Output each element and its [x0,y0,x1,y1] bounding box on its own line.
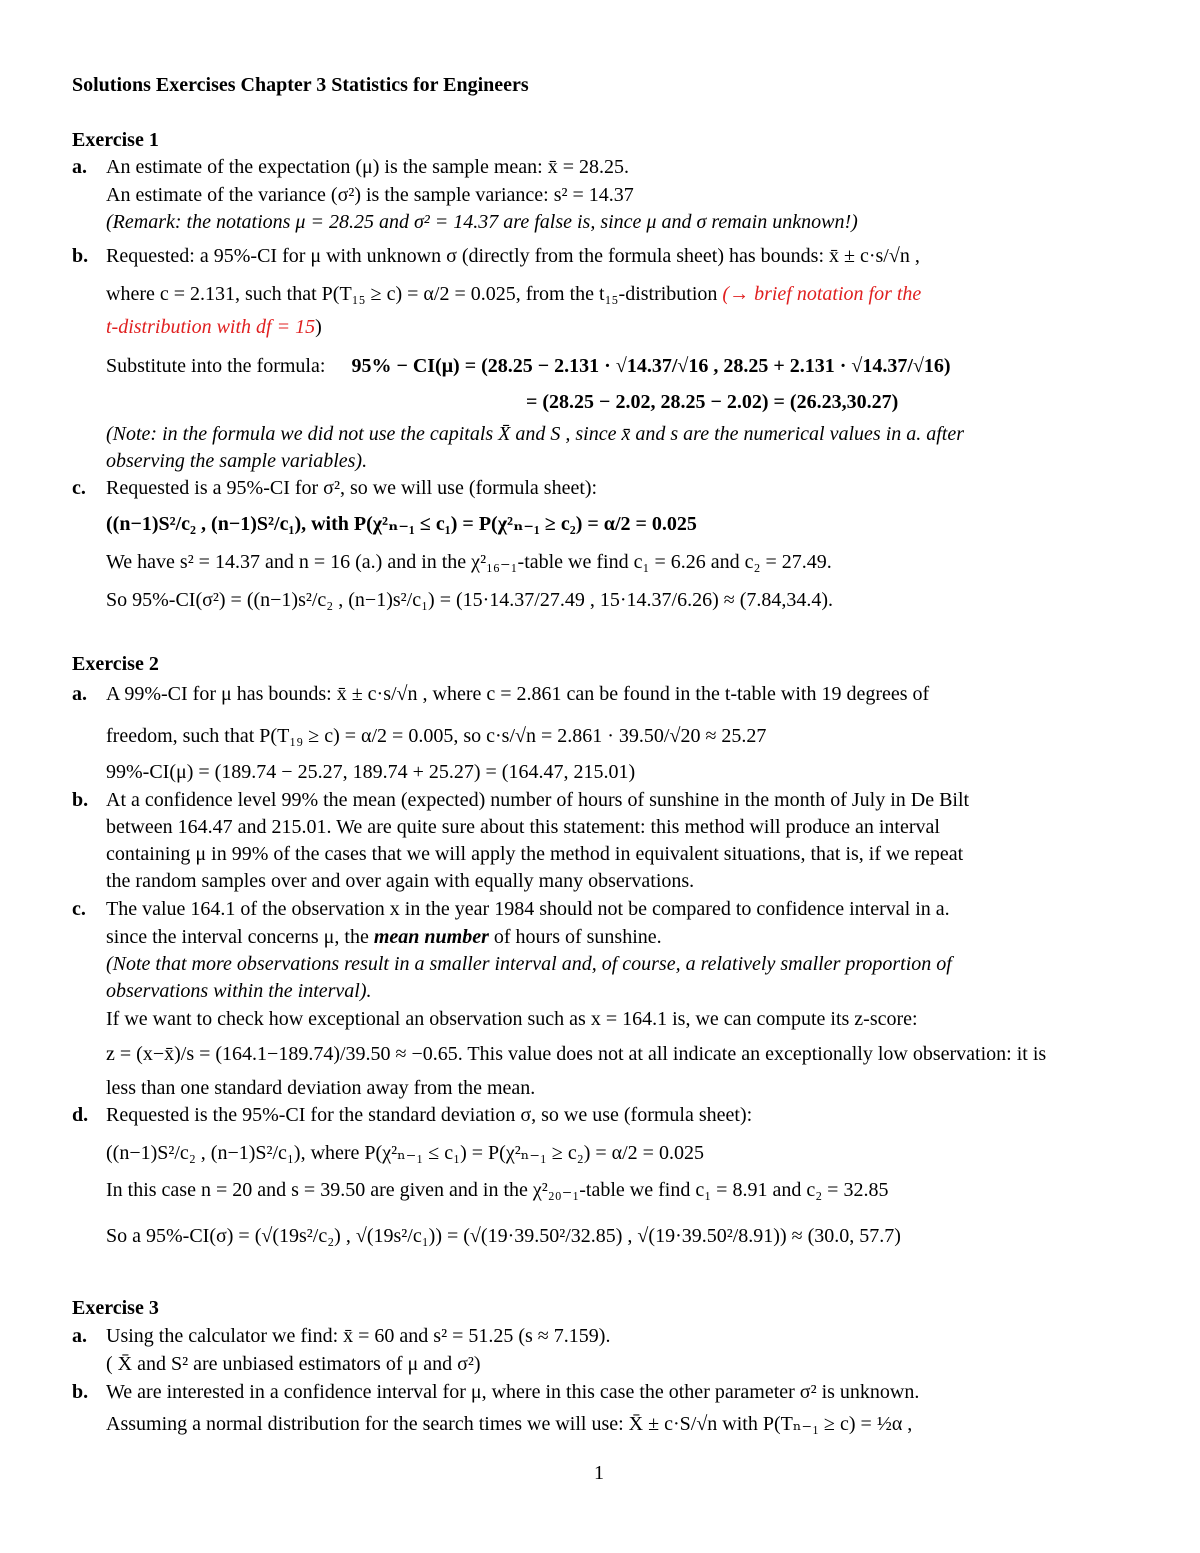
ex1-a-line1: An estimate of the expectation (μ) is the sample mean: x̄ = 28.25. [106,156,629,178]
ex2-c-line5: If we want to check how exceptional an observation such as x = 164.1 is, we can compute its z-score: [106,1008,918,1030]
ex2-c-note1: (Note that more observations result in a smaller interval and, of course, a relatively smaller proportion of [106,953,952,975]
ex2-d-line1: Requested is the 95%-CI for the standard deviation σ, so we use (formula sheet): [106,1104,753,1126]
ex2-c-label: c. [72,898,86,920]
ex1-b-line2-note: (→ brief notation for the [722,283,922,305]
ex1-a-label: a. [72,156,87,178]
ex2-d-label: d. [72,1104,89,1126]
ex1-b-line3-note: t-distribution with df = 15 [106,316,316,338]
ex2-c-line1: The value 164.1 of the observation x in the year 1984 should not be compared to confidence interval in a. [106,898,950,920]
ex1-c-label: c. [72,477,86,499]
document-title: Solutions Exercises Chapter 3 Statistics for Engineers [72,74,529,96]
ex2-c-emphasis: mean number [373,926,489,948]
ex1-b-line3 [106,315,322,339]
ex2-a-label: a. [72,683,87,705]
ex1-c-formula: ((n−1)S²/c₂ , (n−1)S²/c₁), with P(χ²ₙ₋₁ ≤ c₁) = P(χ²ₙ₋₁ ≥ c₂) = α/2 = 0.025 [106,513,697,535]
page-number: 1 [594,1462,604,1484]
ex2-a-line2: freedom, such that P(T₁₉ ≥ c) = α/2 = 0.005, so c·s/√n = 2.861 · 39.50/√20 ≈ 25.27 [106,725,767,747]
ex2-c-line7: less than one standard deviation away from the mean. [106,1077,536,1099]
ex2-d-line4: So a 95%-CI(σ) = (√(19s²/c₂) , √(19s²/c₁)) = (√(19·39.50²/32.85) , √(19·39.50²/8.91)) ≈ (30.0, 57.7) [106,1225,901,1247]
ex1-b-note2: observing the sample variables). [106,450,368,472]
ex3-a-label: a. [72,1325,87,1347]
ex2-c-zscore: z = (x−x̄)/s = (164.1−189.74)/39.50 ≈ −0.65. This value does not at all indicate an exceptionally low observation: it is [106,1043,1047,1065]
exercise-2-heading: Exercise 2 [72,653,159,675]
ex1-c-line4: So 95%-CI(σ²) = ((n−1)s²/c₂ , (n−1)s²/c₁) = (15·14.37/27.49 , 15·14.37/6.26) ≈ (7.84,34.4). [106,589,834,611]
ex1-b-line1: Requested: a 95%-CI for μ with unknown σ (directly from the formula sheet) has bounds: x̄ ± c·s/√n , [106,245,920,267]
exercise-3-heading: Exercise 3 [72,1297,159,1319]
ex1-a-line2: An estimate of the variance (σ²) is the sample variance: s² = 14.37 [106,184,634,206]
ex1-b-line2 [106,282,921,306]
ex1-b-line2-text: where c = 2.131, such that P(T₁₅ ≥ c) = α/2 = 0.025, from the t₁₅-distribution [106,283,718,305]
ex1-c-line3: We have s² = 14.37 and n = 16 (a.) and in the χ²₁₆₋₁-table we find c₁ = 6.26 and c₂ = 27.49. [106,551,832,573]
ex2-b-line1: At a confidence level 99% the mean (expected) number of hours of sunshine in the month of July in De Bilt [106,789,970,811]
ex2-c-note2: observations within the interval). [106,980,372,1002]
ex3-a-line1: Using the calculator we find: x̄ = 60 and s² = 51.25 (s ≈ 7.159). [106,1325,611,1347]
exercise-1-heading: Exercise 1 [72,129,159,151]
ex1-b-note1: (Note: in the formula we did not use the capitals X̄ and S , since x̄ and s are the numerical values in a. after [106,423,965,445]
ex3-b-line2: Assuming a normal distribution for the search times we will use: X̄ ± c·S/√n with P(Tₙ₋₁ ≥ c) = ½α , [106,1413,913,1435]
ex2-d-line3: In this case n = 20 and s = 39.50 are given and in the χ²₂₀₋₁-table we find c₁ = 8.91 and c₂ = 32.85 [106,1179,889,1201]
ex2-b-line3: containing μ in 99% of the cases that we will apply the method in equivalent situations, that is, if we repeat [106,843,964,865]
ex2-a-line1: A 99%-CI for μ has bounds: x̄ ± c·s/√n , where c = 2.861 can be found in the t-table with 19 degrees of [106,683,930,705]
ex2-b-line2: between 164.47 and 215.01. We are quite sure about this statement: this method will produce an interval [106,816,940,838]
ex1-c-line1: Requested is a 95%-CI for σ², so we will use (formula sheet): [106,477,598,499]
ex2-c-line2 [106,925,662,949]
ex2-b-line4: the random samples over and over again with equally many observations. [106,870,695,892]
ex3-a-line2: ( X̄ and S² are unbiased estimators of μ and σ²) [106,1353,481,1375]
ex2-a-line3: 99%-CI(μ) = (189.74 − 25.27, 189.74 + 25.27) = (164.47, 215.01) [106,761,636,783]
ex2-c-line2-a: since the interval concerns μ, the [106,926,374,948]
ex1-a-remark: (Remark: the notations μ = 28.25 and σ² = 14.37 are false is, since μ and σ remain unknown!) [106,211,858,233]
ex3-b-line1: We are interested in a confidence interval for μ, where in this case the other parameter σ² is unknown. [106,1381,920,1403]
ex2-d-formula: ((n−1)S²/c₂ , (n−1)S²/c₁), where P(χ²ₙ₋₁ ≤ c₁) = P(χ²ₙ₋₁ ≥ c₂) = α/2 = 0.025 [106,1142,704,1164]
ex1-b-line4 [106,354,951,378]
ex1-b-line3-end: ) [315,316,322,338]
ex3-b-label: b. [72,1381,89,1403]
ex2-c-line2-c: of hours of sunshine. [488,926,662,948]
ex2-b-label: b. [72,789,89,811]
ex1-b-result: = (28.25 − 2.02, 28.25 − 2.02) = (26.23,30.27) [526,391,899,413]
ex1-b-line4-label: Substitute into the formula: [106,355,326,377]
ex1-b-label: b. [72,245,89,267]
ex1-b-formula: 95% − CI(μ) = (28.25 − 2.131 · √14.37/√16 , 28.25 + 2.131 · √14.37/√16) [351,355,951,377]
